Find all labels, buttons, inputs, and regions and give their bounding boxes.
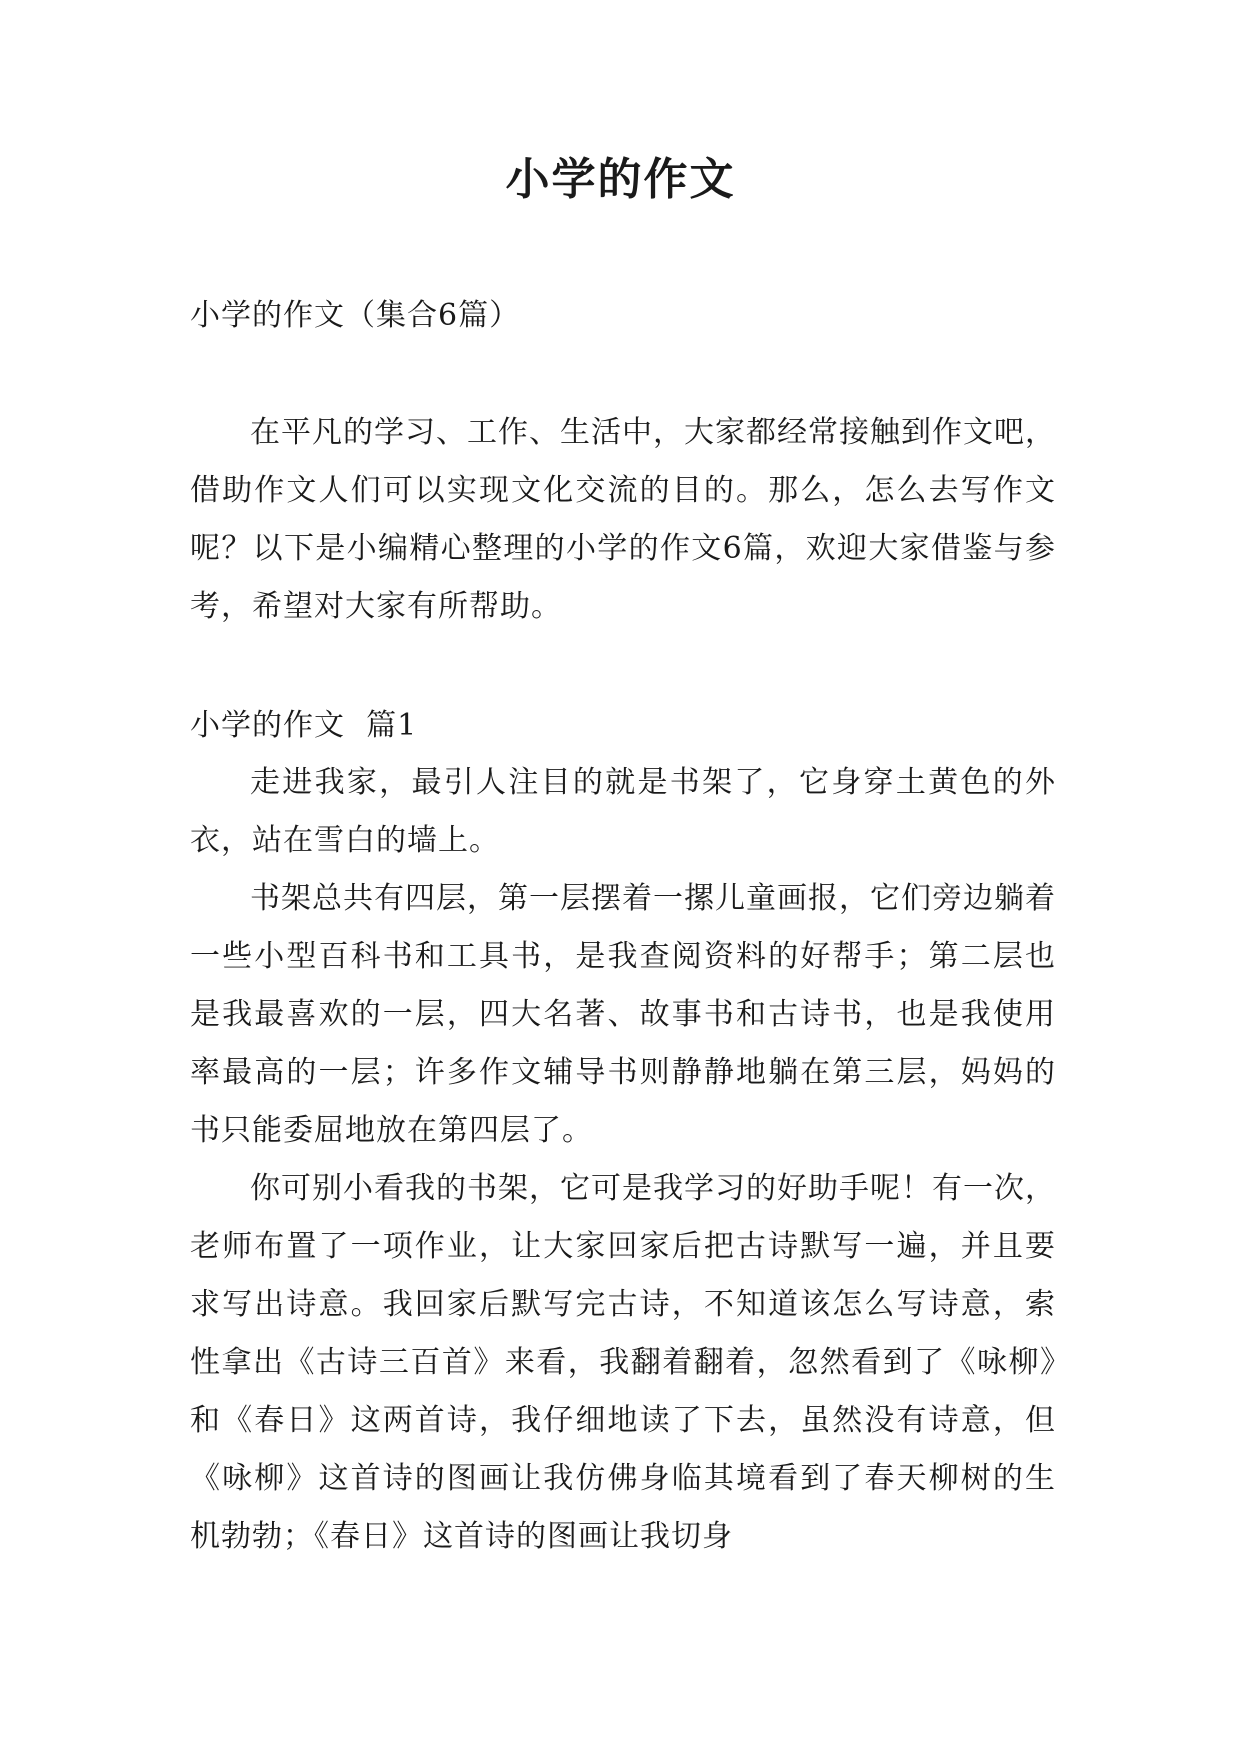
body-paragraph: 你可别小看我的书架，它可是我学习的好助手呢！有一次，老师布置了一项作业，让大家回家后把古诗默写一遍，并且要求写出诗意。我回家后默写完古诗，不知道该怎么写诗意，索性拿出《古诗三百首》来看，我翻着翻着，忽然看到了《咏柳》和《春日》这两首诗，我仔细地读了下去，虽然没有诗意，但《咏柳》这首诗的图画让我仿佛身临其境看到了春天柳树的生机勃勃；《春日》这首诗的图画让我切身 bbox=[190, 1171, 1056, 1554]
section-body bbox=[190, 754, 1056, 1566]
intro-paragraph: 在平凡的学习、工作、生活中，大家都经常接触到作文吧，借助作文人们可以实现文化交流的目的。那么，怎么去写作文呢？以下是小编精心整理的小学的作文6篇，欢迎大家借鉴与参考，希望对大家有所帮助。 bbox=[190, 415, 1056, 624]
document-subtitle: 小学的作文（集合6篇） bbox=[190, 298, 521, 333]
body-paragraph: 走进我家，最引人注目的就是书架了，它身穿土黄色的外衣，站在雪白的墙上。 bbox=[190, 765, 1056, 858]
body-paragraph: 书架总共有四层，第一层摆着一摞儿童画报，它们旁边躺着一些小型百科书和工具书，是我查阅资料的好帮手；第二层也是我最喜欢的一层，四大名著、故事书和古诗书，也是我使用率最高的一层；许多作文辅导书则静静地躺在第三层，妈妈的书只能委屈地放在第四层了。 bbox=[190, 881, 1056, 1148]
section-heading: 小学的作文 篇1 bbox=[190, 708, 418, 743]
page-title: 小学的作文 bbox=[505, 154, 736, 205]
